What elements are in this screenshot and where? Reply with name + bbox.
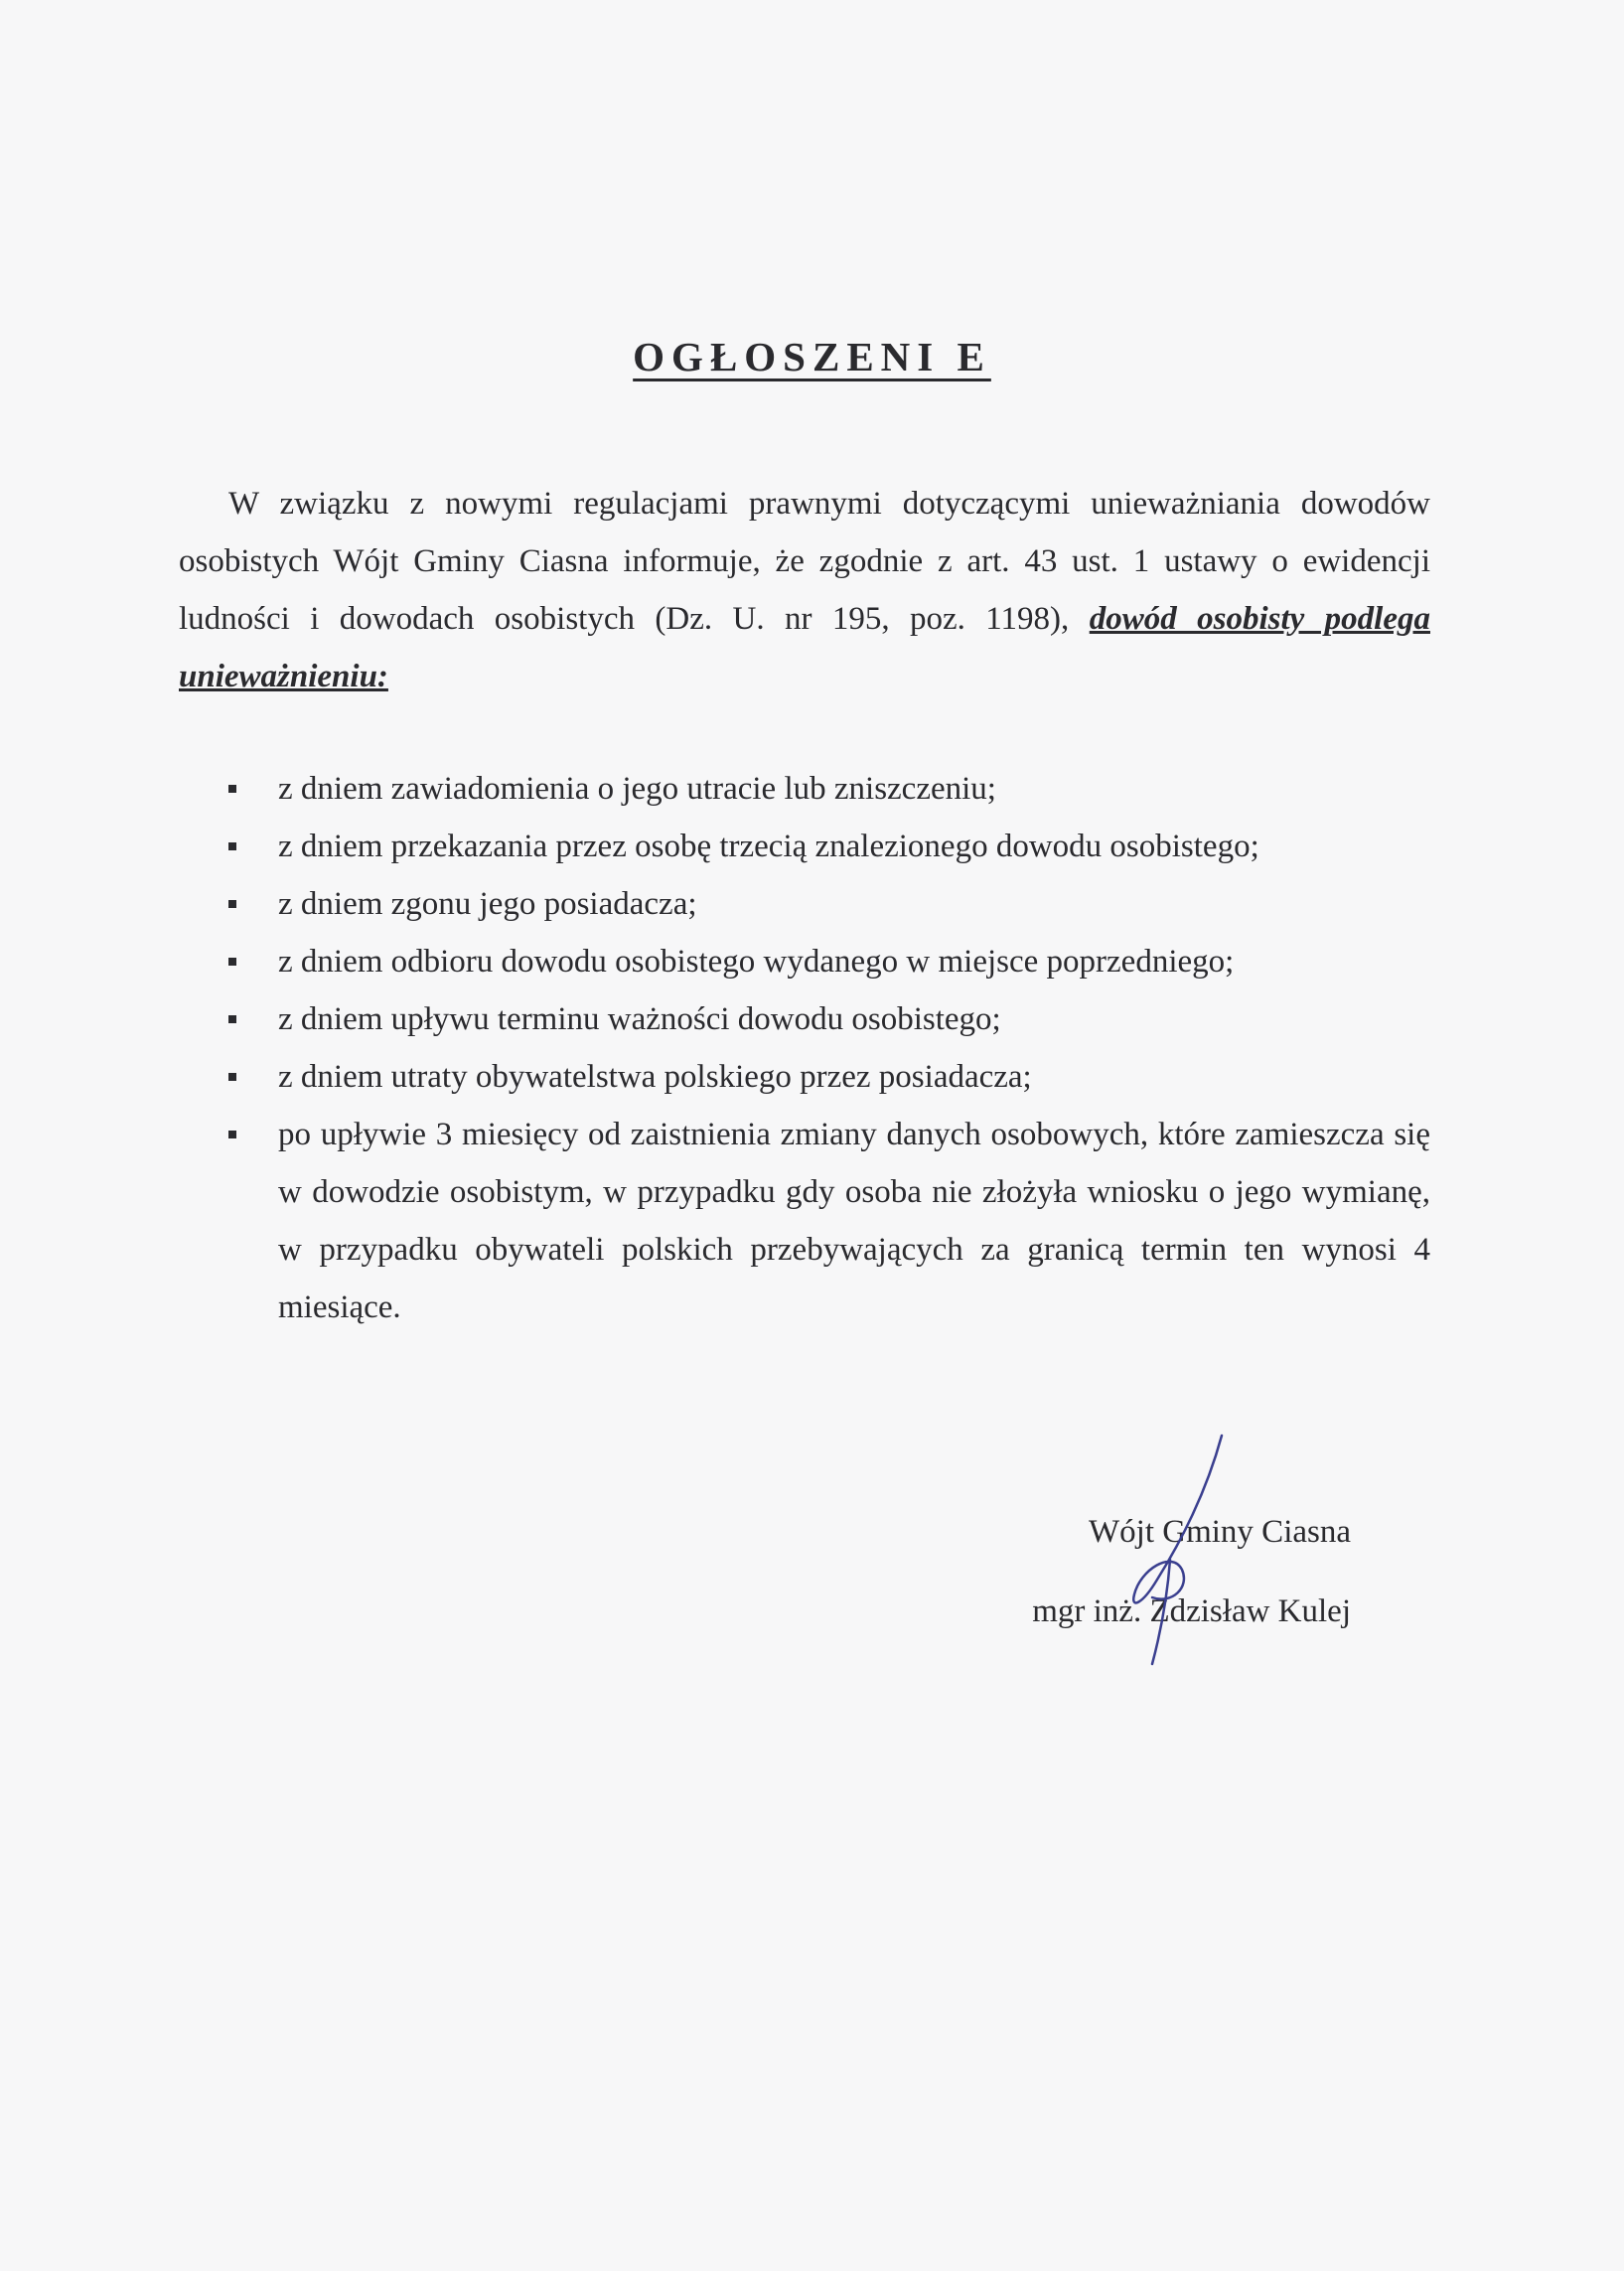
signatory-name: mgr inż. Zdzisław Kulej [1032,1593,1351,1629]
signatory-title: Wójt Gminy Ciasna [1089,1514,1351,1550]
notice-title [0,333,1624,380]
intro-emphasis: dowód osobisty podlega unieważnieniu: [179,601,1430,694]
list-item: z dniem utraty obywatelstwa polskiego przez posiadacza; [228,1048,1430,1106]
notice-title-text: OGŁOSZENI E [633,334,991,379]
intro-text: W związku z nowymi regulacjami prawnymi dotyczącymi unieważniania dowodów osobistych Wójt Gminy Ciasna informuje, że zgodnie z art. 43 ust. 1 ustawy o ewidencji ludności i dowodach osobistych (Dz. U. nr 195, poz. 1198), [179,486,1430,637]
intro-paragraph [179,475,1430,705]
list-item: z dniem odbioru dowodu osobistego wydanego w miejsce poprzedniego; [228,933,1430,990]
list-item: po upływie 3 miesięcy od zaistnienia zmiany danych osobowych, które zamieszcza się w dowodzie osobistym, w przypadku gdy osoba nie złożyła wniosku o jego wymianę, w przypadku obywateli polskich przebywających za granicą termin ten wynosi 4 miesiące. [228,1106,1430,1336]
list-item: z dniem zawiadomienia o jego utracie lub zniszczeniu; [228,760,1430,818]
list-item: z dniem upływu terminu ważności dowodu osobistego; [228,990,1430,1048]
list-item: z dniem zgonu jego posiadacza; [228,875,1430,933]
signature-block [834,1492,1351,1651]
list-item: z dniem przekazania przez osobę trzecią znalezionego dowodu osobistego; [228,818,1430,875]
invalidation-list [228,760,1430,1336]
handwritten-signature [1112,1431,1242,1669]
